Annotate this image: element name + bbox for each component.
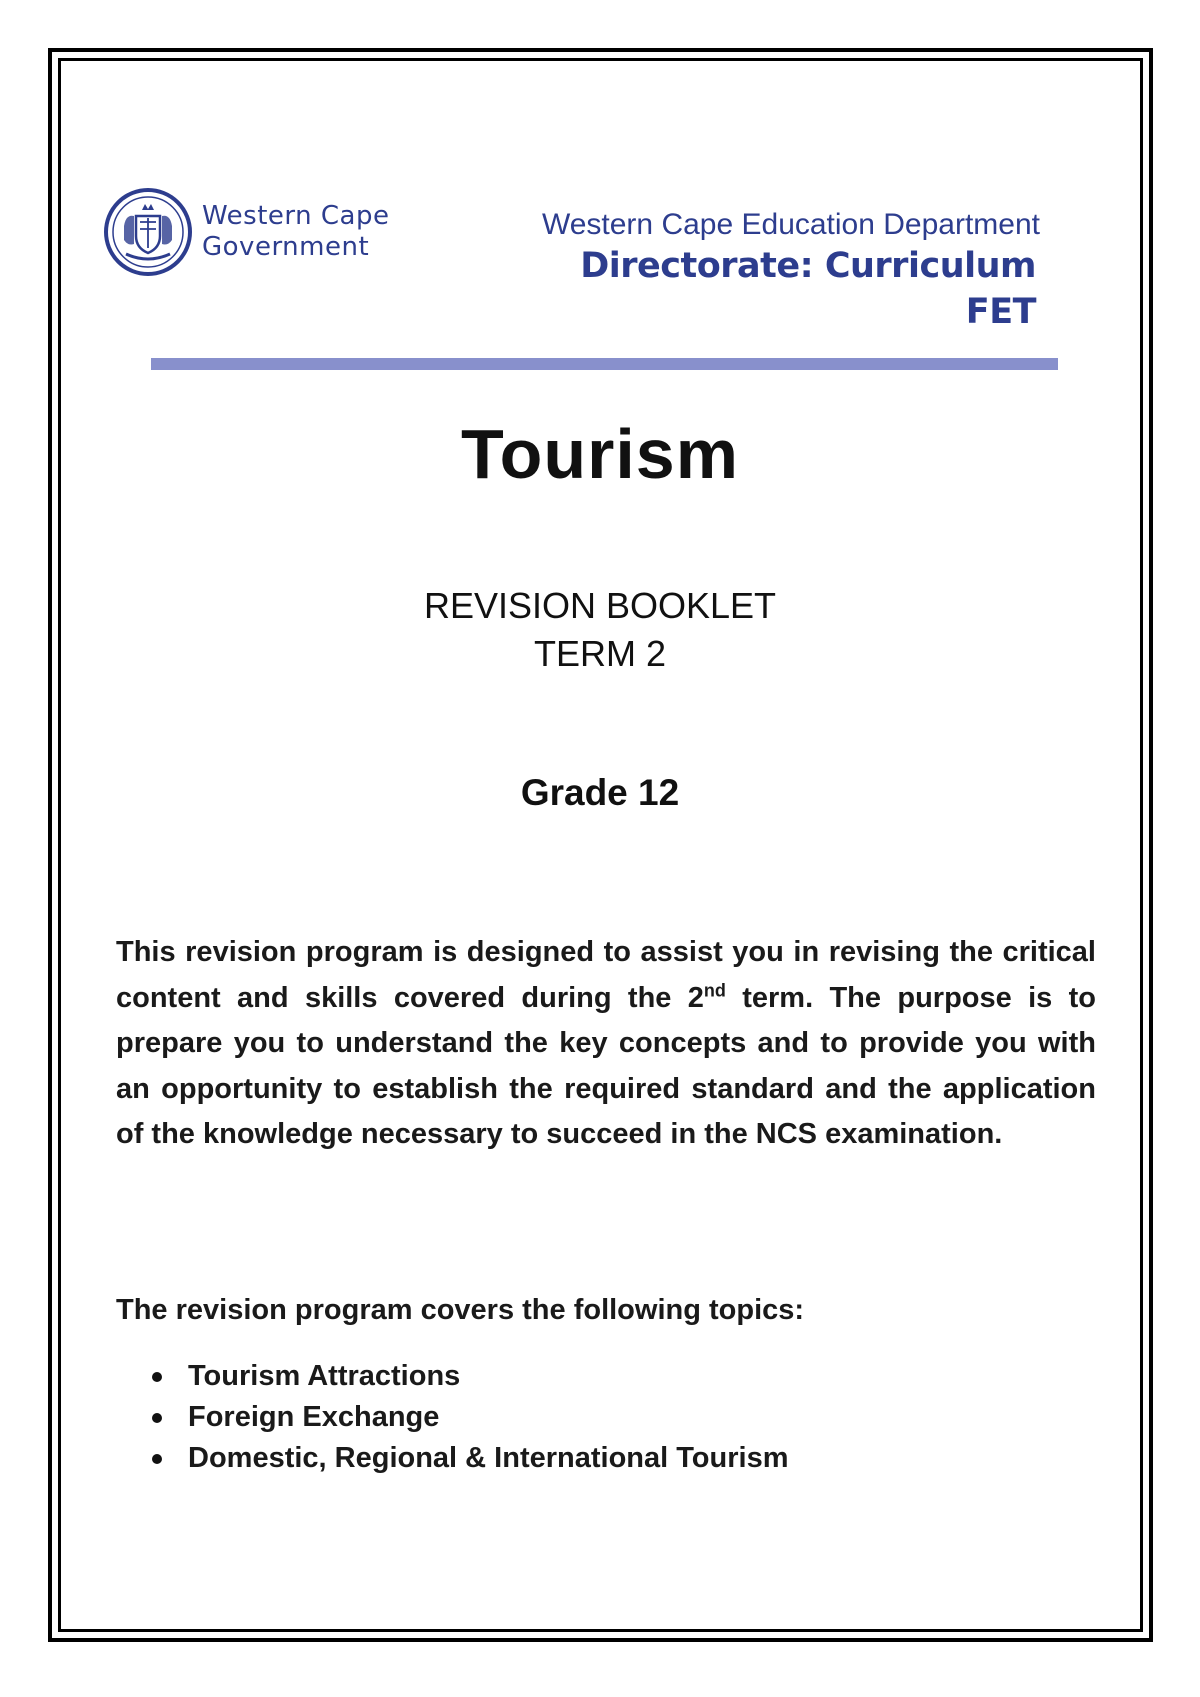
grade-label: Grade 12 <box>520 772 680 813</box>
intro-superscript: nd <box>703 979 726 1000</box>
intro-paragraph <box>116 930 1096 1158</box>
wcg-logo <box>102 186 389 278</box>
list-item <box>148 1356 789 1397</box>
bullet-icon <box>152 1454 162 1464</box>
department-header <box>500 207 1060 335</box>
subtitle <box>0 582 1200 678</box>
topics-list <box>148 1356 789 1479</box>
department-name: Western Cape Education Department <box>541 208 1040 241</box>
bullet-icon <box>152 1372 162 1382</box>
bullet-icon <box>152 1413 162 1423</box>
list-item <box>148 1397 789 1438</box>
directorate-name: Directorate: Curriculum FET <box>580 246 1036 332</box>
logo-line-2: Government <box>202 232 370 262</box>
list-item <box>148 1438 789 1479</box>
logo-text <box>202 201 389 263</box>
coat-of-arms-icon <box>102 186 194 278</box>
topic-label: Foreign Exchange <box>188 1401 440 1433</box>
logo-line-1: Western Cape <box>202 201 390 231</box>
subtitle-line-2: TERM 2 <box>533 633 666 674</box>
topics-lead: The revision program covers the following topics: <box>116 1294 805 1326</box>
subtitle-line-1: REVISION BOOKLET <box>423 585 777 626</box>
intro-text-part-2: term. The purpose is to prepare you to understand the key concepts and to provide you with an opportunity to establish the required standard and the application of the knowledge necessary to succeed in the NCS examination. <box>116 981 1096 1150</box>
page-title: Tourism <box>461 415 739 493</box>
header-divider <box>151 358 1058 370</box>
intro-text-part-1: This revision program is designed to assist you in revising the critical content and skills covered during the 2 <box>116 936 1096 1014</box>
topic-label: Domestic, Regional & International Tourism <box>188 1442 789 1474</box>
topic-label: Tourism Attractions <box>188 1360 461 1392</box>
